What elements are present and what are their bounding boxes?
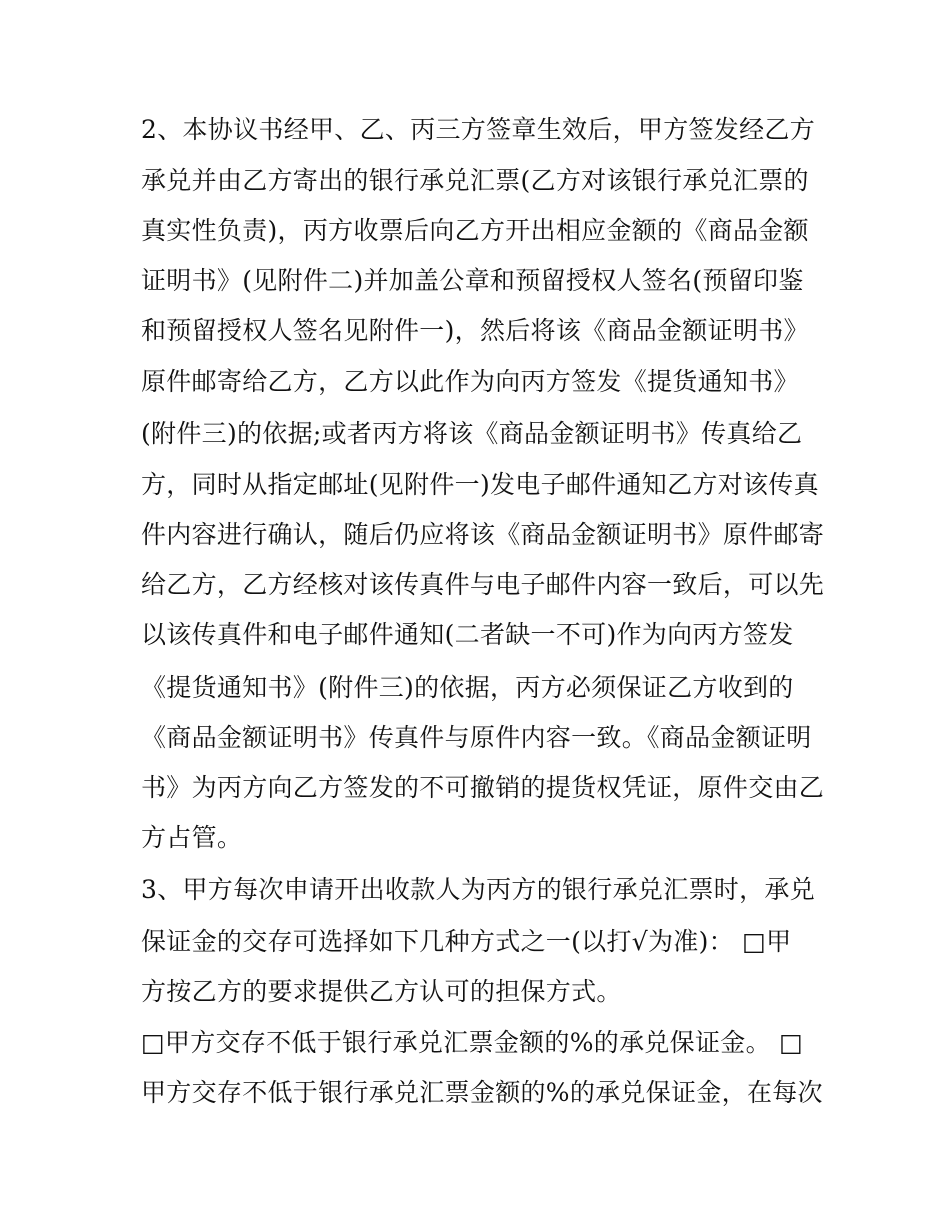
text-line-3: 真实性负责)，丙方收票后向乙方开出相应金额的《商品金额 [141,216,809,245]
text-line-11: 以该传真件和电子邮件通知(二者缺一不可)作为向丙方签发 [141,620,794,649]
text-line-6: 原件邮寄给乙方，乙方以此作为向丙方签发《提货通知书》 [141,367,799,396]
text-line-19: □甲方交存不低于银行承兑汇票金额的%的承兑保证金。 □ [141,1028,804,1057]
text-line-12: 《提货通知书》(附件三)的依据，丙方必须保证乙方收到的 [141,673,794,702]
text-line-2: 承兑并由乙方寄出的银行承兑汇票(乙方对该银行承兑汇票的 [141,166,809,195]
text-line-20: 甲方交存不低于银行承兑汇票金额的%的承兑保证金，在每次 [141,1078,823,1107]
text-line-1: 2、本协议书经甲、乙、丙三方签章生效后，甲方签发经乙方 [141,115,816,144]
text-line-4: 证明书》(见附件二)并加盖公章和预留授权人签名(预留印鉴 [141,266,804,295]
text-line-17: 保证金的交存可选择如下几种方式之一(以打√为准)： □甲 [141,927,792,956]
text-line-13: 《商品金额证明书》传真件与原件内容一致。《商品金额证明 [141,723,812,752]
text-line-14: 书》为丙方向乙方签发的不可撤销的提货权凭证，原件交由乙 [141,773,825,802]
text-line-7: (附件三)的依据;或者丙方将该《商品金额证明书》传真给乙 [141,419,803,448]
text-line-15: 方占管。 [141,823,243,852]
text-line-5: 和预留授权人签名见附件一)，然后将该《商品金额证明书》 [141,316,809,345]
text-line-10: 给乙方，乙方经核对该传真件与电子邮件内容一致后，可以先 [141,570,825,599]
text-line-8: 方，同时从指定邮址(见附件一)发电子邮件通知乙方对该传真 [141,470,819,499]
text-line-16: 3、甲方每次申请开出收款人为丙方的银行承兑汇票时，承兑 [141,875,816,904]
text-line-9: 件内容进行确认，随后仍应将该《商品金额证明书》原件邮寄 [141,520,825,549]
text-line-18: 方按乙方的要求提供乙方认可的担保方式。 [141,977,622,1006]
